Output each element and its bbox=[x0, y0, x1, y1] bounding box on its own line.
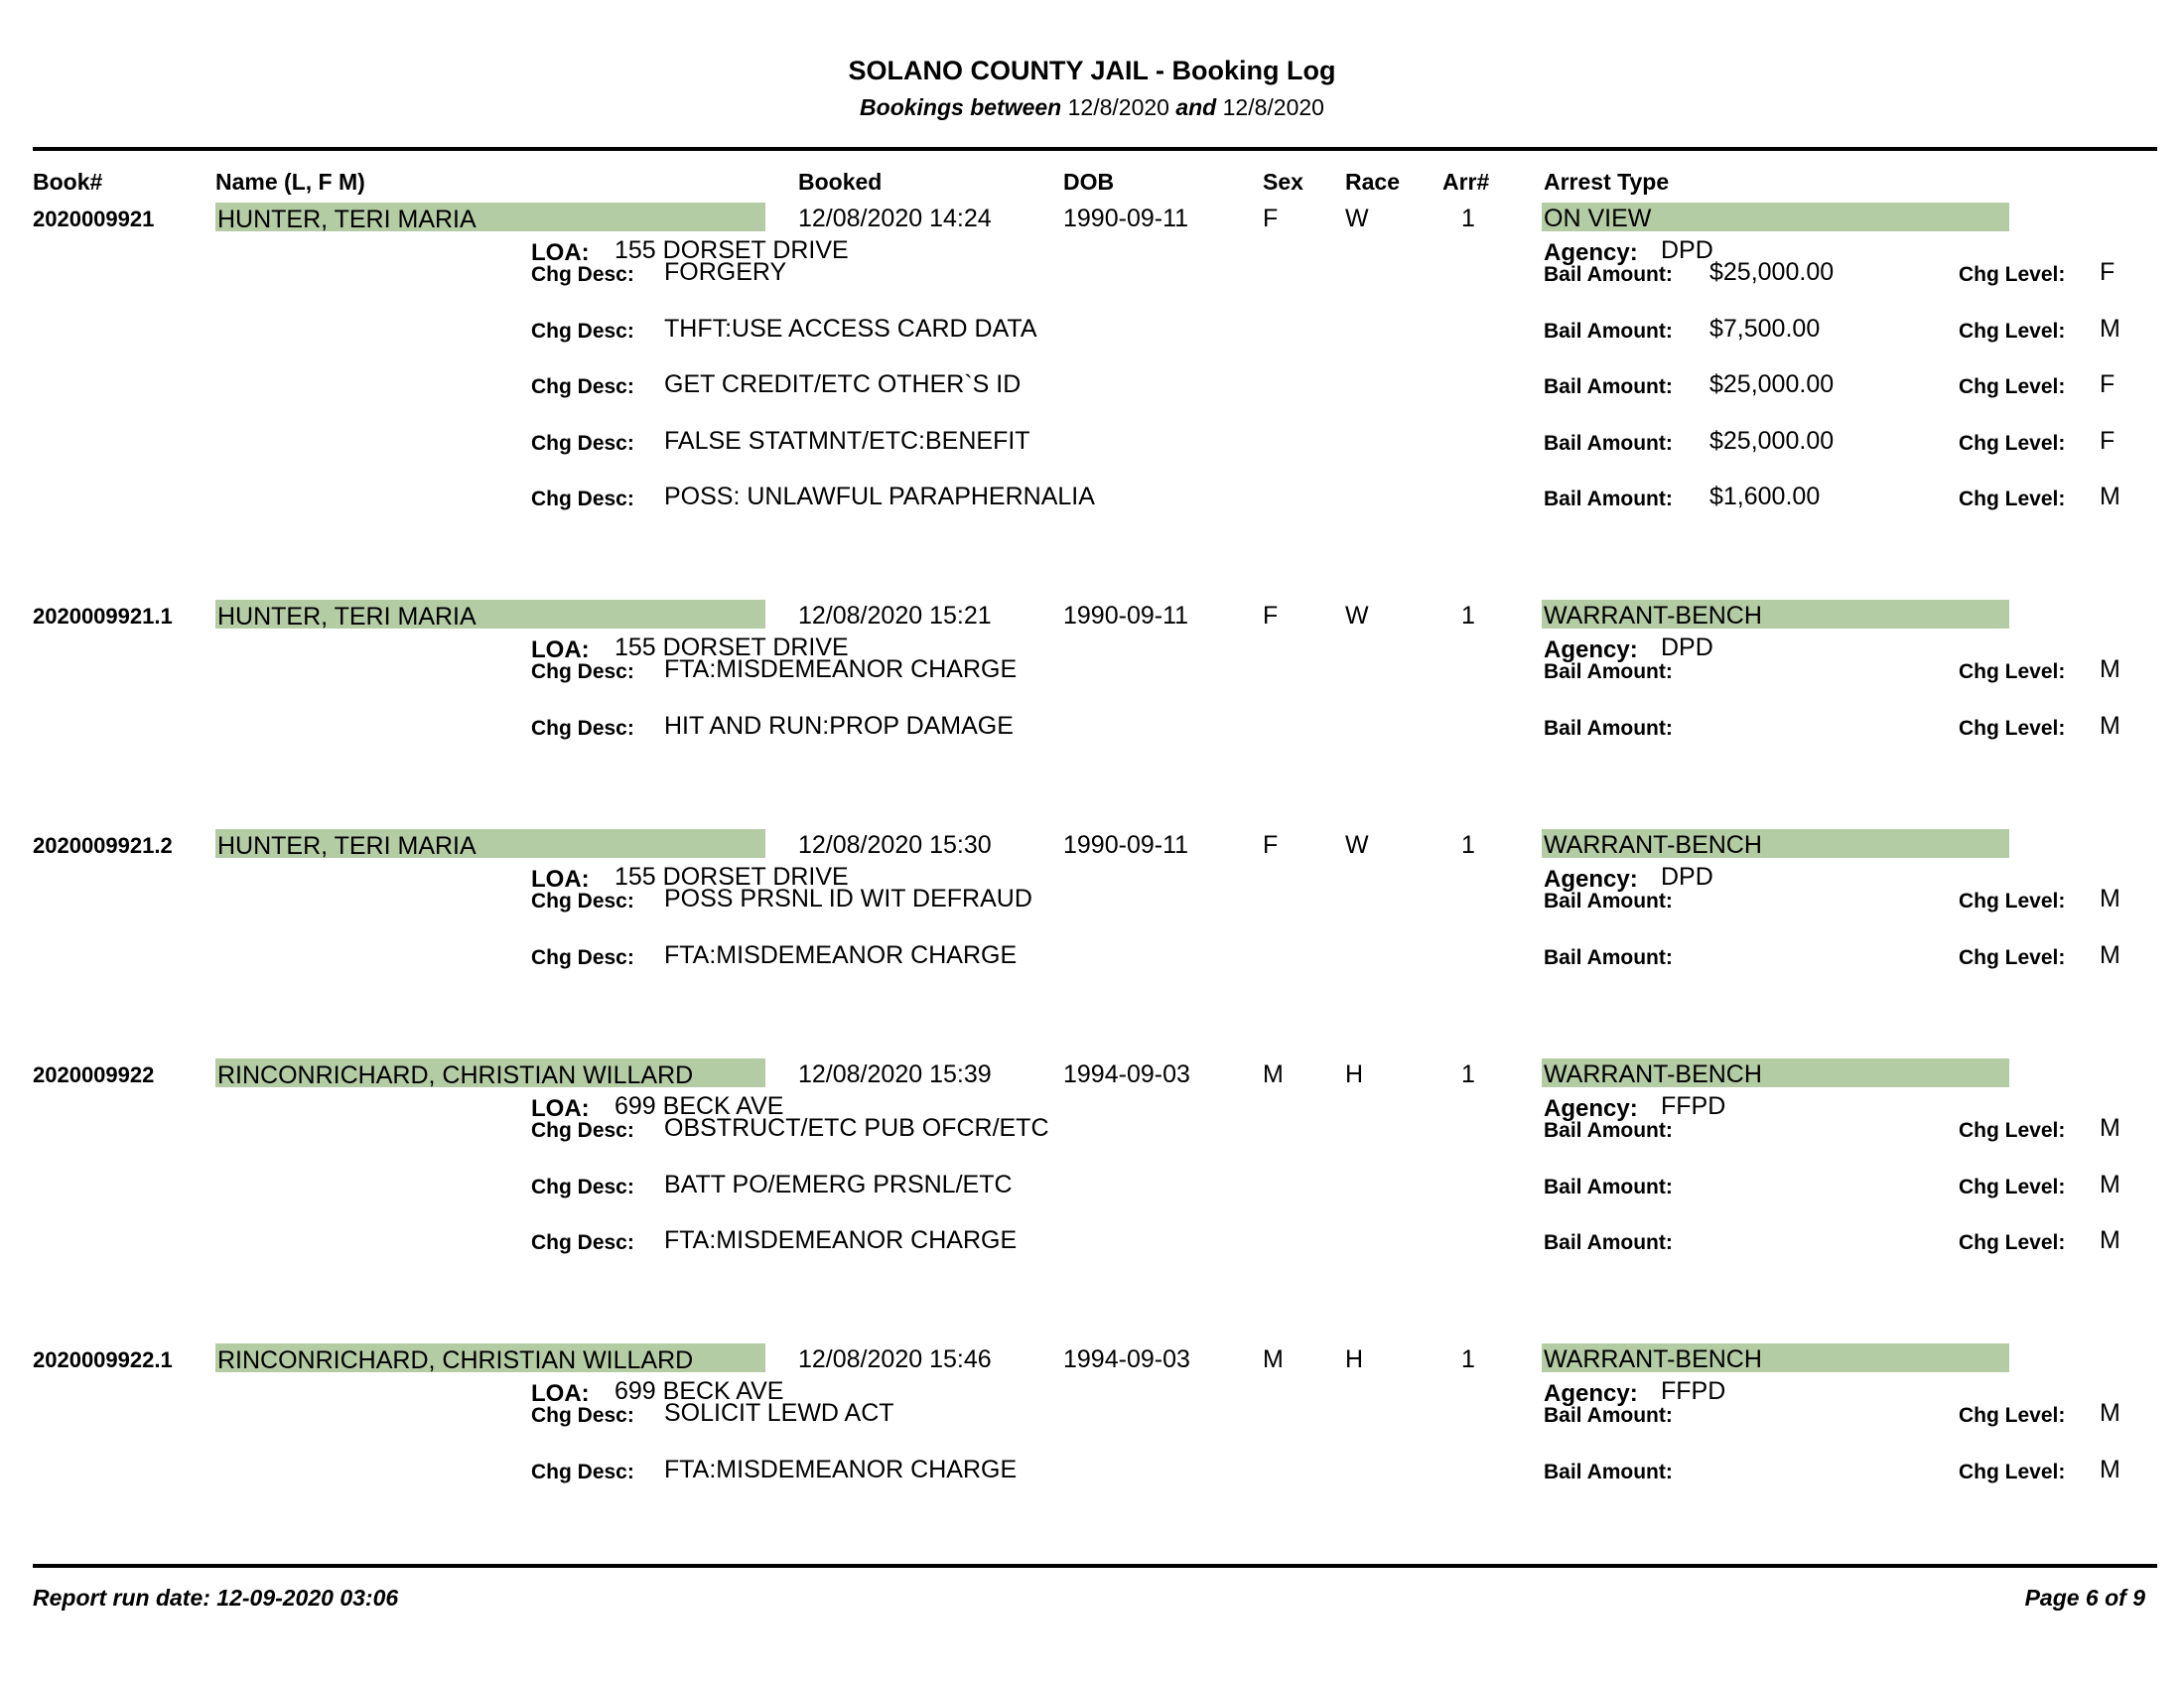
sex: F bbox=[1263, 602, 1279, 630]
charge-description: FTA:MISDEMEANOR CHARGE bbox=[664, 941, 1018, 969]
chg-level-label: Chg Level: bbox=[1959, 660, 2066, 683]
bail-amount-label: Bail Amount: bbox=[1544, 263, 1673, 286]
bail-amount-label: Bail Amount: bbox=[1544, 432, 1673, 455]
chg-level-label: Chg Level: bbox=[1959, 1404, 2066, 1427]
chg-level-label: Chg Level: bbox=[1959, 1231, 2066, 1254]
arrest-type: WARRANT-BENCH bbox=[1542, 600, 2009, 629]
agency-label: Agency: bbox=[1544, 239, 1638, 266]
sex: F bbox=[1263, 831, 1279, 859]
arrest-type: WARRANT-BENCH bbox=[1542, 829, 2009, 858]
bail-amount: $7,500.00 bbox=[1709, 315, 1821, 343]
dob: 1990-09-11 bbox=[1063, 831, 1189, 859]
agency-label: Agency: bbox=[1544, 1380, 1638, 1407]
charge-level: M bbox=[2100, 885, 2120, 913]
bail-amount-label: Bail Amount: bbox=[1544, 1231, 1673, 1254]
bail-amount-label: Bail Amount: bbox=[1544, 1461, 1673, 1483]
charge-description: GET CREDIT/ETC OTHER`S ID bbox=[664, 370, 1022, 398]
charge-description: BATT PO/EMERG PRSNL/ETC bbox=[664, 1171, 1013, 1198]
charge-description: FTA:MISDEMEANOR CHARGE bbox=[664, 1226, 1018, 1254]
charge-level: M bbox=[2100, 1456, 2120, 1483]
charge-level: M bbox=[2100, 712, 2120, 740]
charge-description: POSS: UNLAWFUL PARAPHERNALIA bbox=[664, 483, 1095, 510]
col-arr: Arr# bbox=[1442, 169, 1490, 195]
chg-desc-label: Chg Desc: bbox=[531, 717, 634, 740]
booking-number: 2020009922 bbox=[33, 1062, 155, 1087]
chg-desc-label: Chg Desc: bbox=[531, 1231, 634, 1254]
arrest-number: 1 bbox=[1461, 1060, 1475, 1088]
inmate-name: RINCONRICHARD, CHRISTIAN WILLARD bbox=[215, 1058, 765, 1087]
sex: M bbox=[1263, 1345, 1284, 1373]
charge-description: SOLICIT LEWD ACT bbox=[664, 1399, 894, 1427]
footer-rule bbox=[33, 1564, 2157, 1568]
charge-level: M bbox=[2100, 941, 2120, 969]
arrest-type: WARRANT-BENCH bbox=[1542, 1058, 2009, 1087]
chg-desc-label: Chg Desc: bbox=[531, 432, 634, 455]
chg-level-label: Chg Level: bbox=[1959, 263, 2066, 286]
chg-desc-label: Chg Desc: bbox=[531, 488, 634, 510]
chg-desc-label: Chg Desc: bbox=[531, 320, 634, 343]
chg-level-label: Chg Level: bbox=[1959, 320, 2066, 343]
agency-value: FFPD bbox=[1661, 1377, 1726, 1405]
sex: F bbox=[1263, 205, 1279, 232]
loa-address: 155 DORSET DRIVE bbox=[614, 863, 849, 891]
arrest-type: WARRANT-BENCH bbox=[1542, 1343, 2009, 1372]
agency-label: Agency: bbox=[1544, 1095, 1638, 1122]
charge-level: M bbox=[2100, 1226, 2120, 1254]
agency-value: DPD bbox=[1661, 236, 1713, 264]
charge-description: POSS PRSNL ID WIT DEFRAUD bbox=[664, 885, 1032, 913]
loa-label: LOA: bbox=[531, 1380, 590, 1407]
loa-address: 699 BECK AVE bbox=[614, 1377, 784, 1405]
agency-value: DPD bbox=[1661, 633, 1713, 661]
chg-level-label: Chg Level: bbox=[1959, 890, 2066, 913]
agency-label: Agency: bbox=[1544, 636, 1638, 663]
dob: 1994-09-03 bbox=[1063, 1060, 1190, 1088]
bail-amount-label: Bail Amount: bbox=[1544, 375, 1673, 398]
bail-amount-label: Bail Amount: bbox=[1544, 488, 1673, 510]
chg-desc-label: Chg Desc: bbox=[531, 946, 634, 969]
col-name: Name (L, F M) bbox=[215, 169, 365, 195]
bail-amount: $25,000.00 bbox=[1709, 258, 1835, 286]
chg-level-label: Chg Level: bbox=[1959, 1119, 2066, 1142]
agency-label: Agency: bbox=[1544, 866, 1638, 893]
chg-level-label: Chg Level: bbox=[1959, 717, 2066, 740]
booking-number: 2020009922.1 bbox=[33, 1347, 173, 1372]
report-subtitle bbox=[0, 94, 2184, 121]
agency-value: FFPD bbox=[1661, 1092, 1726, 1120]
dob: 1990-09-11 bbox=[1063, 602, 1189, 630]
loa-address: 155 DORSET DRIVE bbox=[614, 236, 849, 264]
chg-level-label: Chg Level: bbox=[1959, 488, 2066, 510]
arrest-number: 1 bbox=[1461, 831, 1475, 859]
race: H bbox=[1345, 1345, 1364, 1373]
arrest-type: ON VIEW bbox=[1542, 203, 2009, 231]
sex: M bbox=[1263, 1060, 1284, 1088]
chg-desc-label: Chg Desc: bbox=[531, 660, 634, 683]
subtitle-and: and bbox=[1175, 94, 1217, 120]
bail-amount-label: Bail Amount: bbox=[1544, 1404, 1673, 1427]
date-from: 12/8/2020 bbox=[1067, 94, 1169, 120]
chg-desc-label: Chg Desc: bbox=[531, 263, 634, 286]
bail-amount-label: Bail Amount: bbox=[1544, 1119, 1673, 1142]
charge-description: FALSE STATMNT/ETC:BENEFIT bbox=[664, 427, 1030, 455]
chg-desc-label: Chg Desc: bbox=[531, 375, 634, 398]
col-dob: DOB bbox=[1063, 169, 1115, 195]
page-number: Page 6 of 9 bbox=[2024, 1585, 2145, 1611]
charge-description: FTA:MISDEMEANOR CHARGE bbox=[664, 655, 1018, 683]
col-booked: Booked bbox=[798, 169, 883, 195]
loa-label: LOA: bbox=[531, 636, 590, 663]
inmate-name: HUNTER, TERI MARIA bbox=[215, 203, 765, 231]
agency-value: DPD bbox=[1661, 863, 1713, 891]
subtitle-prefix: Bookings between bbox=[860, 94, 1062, 120]
charge-level: F bbox=[2100, 427, 2116, 455]
chg-level-label: Chg Level: bbox=[1959, 432, 2066, 455]
date-to: 12/8/2020 bbox=[1222, 94, 1324, 120]
chg-desc-label: Chg Desc: bbox=[531, 1461, 634, 1483]
chg-level-label: Chg Level: bbox=[1959, 1176, 2066, 1198]
chg-desc-label: Chg Desc: bbox=[531, 1176, 634, 1198]
chg-desc-label: Chg Desc: bbox=[531, 1119, 634, 1142]
bail-amount: $1,600.00 bbox=[1709, 483, 1821, 510]
charge-level: F bbox=[2100, 370, 2116, 398]
booking-number: 2020009921.2 bbox=[33, 833, 173, 858]
bail-amount: $25,000.00 bbox=[1709, 427, 1835, 455]
inmate-name: HUNTER, TERI MARIA bbox=[215, 829, 765, 858]
arrest-number: 1 bbox=[1461, 1345, 1475, 1373]
arrest-number: 1 bbox=[1461, 602, 1475, 630]
race: W bbox=[1345, 205, 1369, 232]
race: W bbox=[1345, 831, 1369, 859]
chg-level-label: Chg Level: bbox=[1959, 946, 2066, 969]
charge-description: FTA:MISDEMEANOR CHARGE bbox=[664, 1456, 1018, 1483]
bail-amount: $25,000.00 bbox=[1709, 370, 1835, 398]
booked-datetime: 12/08/2020 15:21 bbox=[798, 602, 992, 630]
col-arrest-type: Arrest Type bbox=[1544, 169, 1670, 195]
arrest-number: 1 bbox=[1461, 205, 1475, 232]
bail-amount-label: Bail Amount: bbox=[1544, 890, 1673, 913]
bail-amount-label: Bail Amount: bbox=[1544, 717, 1673, 740]
booked-datetime: 12/08/2020 15:46 bbox=[798, 1345, 992, 1373]
loa-label: LOA: bbox=[531, 239, 590, 266]
loa-address: 699 BECK AVE bbox=[614, 1092, 784, 1120]
charge-level: M bbox=[2100, 1399, 2120, 1427]
charge-description: THFT:USE ACCESS CARD DATA bbox=[664, 315, 1037, 343]
col-race: Race bbox=[1345, 169, 1400, 195]
booked-datetime: 12/08/2020 14:24 bbox=[798, 205, 992, 232]
bail-amount-label: Bail Amount: bbox=[1544, 320, 1673, 343]
inmate-name: HUNTER, TERI MARIA bbox=[215, 600, 765, 629]
col-book: Book# bbox=[33, 169, 103, 195]
race: W bbox=[1345, 602, 1369, 630]
chg-level-label: Chg Level: bbox=[1959, 1461, 2066, 1483]
dob: 1994-09-03 bbox=[1063, 1345, 1190, 1373]
col-sex: Sex bbox=[1263, 169, 1303, 195]
charge-level: F bbox=[2100, 258, 2116, 286]
dob: 1990-09-11 bbox=[1063, 205, 1189, 232]
booking-number: 2020009921 bbox=[33, 207, 155, 231]
chg-desc-label: Chg Desc: bbox=[531, 1404, 634, 1427]
report-run-date: Report run date: 12-09-2020 03:06 bbox=[33, 1585, 399, 1611]
charge-level: M bbox=[2100, 1171, 2120, 1198]
charge-level: M bbox=[2100, 315, 2120, 343]
chg-level-label: Chg Level: bbox=[1959, 375, 2066, 398]
charge-description: FORGERY bbox=[664, 258, 787, 286]
loa-label: LOA: bbox=[531, 1095, 590, 1122]
booking-number: 2020009921.1 bbox=[33, 604, 173, 629]
charge-description: OBSTRUCT/ETC PUB OFCR/ETC bbox=[664, 1114, 1049, 1142]
loa-address: 155 DORSET DRIVE bbox=[614, 633, 849, 661]
bail-amount-label: Bail Amount: bbox=[1544, 946, 1673, 969]
charge-level: M bbox=[2100, 655, 2120, 683]
booked-datetime: 12/08/2020 15:39 bbox=[798, 1060, 992, 1088]
report-title: SOLANO COUNTY JAIL - Booking Log bbox=[848, 56, 1336, 85]
charge-level: M bbox=[2100, 483, 2120, 510]
bail-amount-label: Bail Amount: bbox=[1544, 660, 1673, 683]
bail-amount-label: Bail Amount: bbox=[1544, 1176, 1673, 1198]
charge-description: HIT AND RUN:PROP DAMAGE bbox=[664, 712, 1014, 740]
race: H bbox=[1345, 1060, 1364, 1088]
chg-desc-label: Chg Desc: bbox=[531, 890, 634, 913]
header-rule bbox=[33, 147, 2157, 151]
inmate-name: RINCONRICHARD, CHRISTIAN WILLARD bbox=[215, 1343, 765, 1372]
charge-level: M bbox=[2100, 1114, 2120, 1142]
booked-datetime: 12/08/2020 15:30 bbox=[798, 831, 992, 859]
loa-label: LOA: bbox=[531, 866, 590, 893]
